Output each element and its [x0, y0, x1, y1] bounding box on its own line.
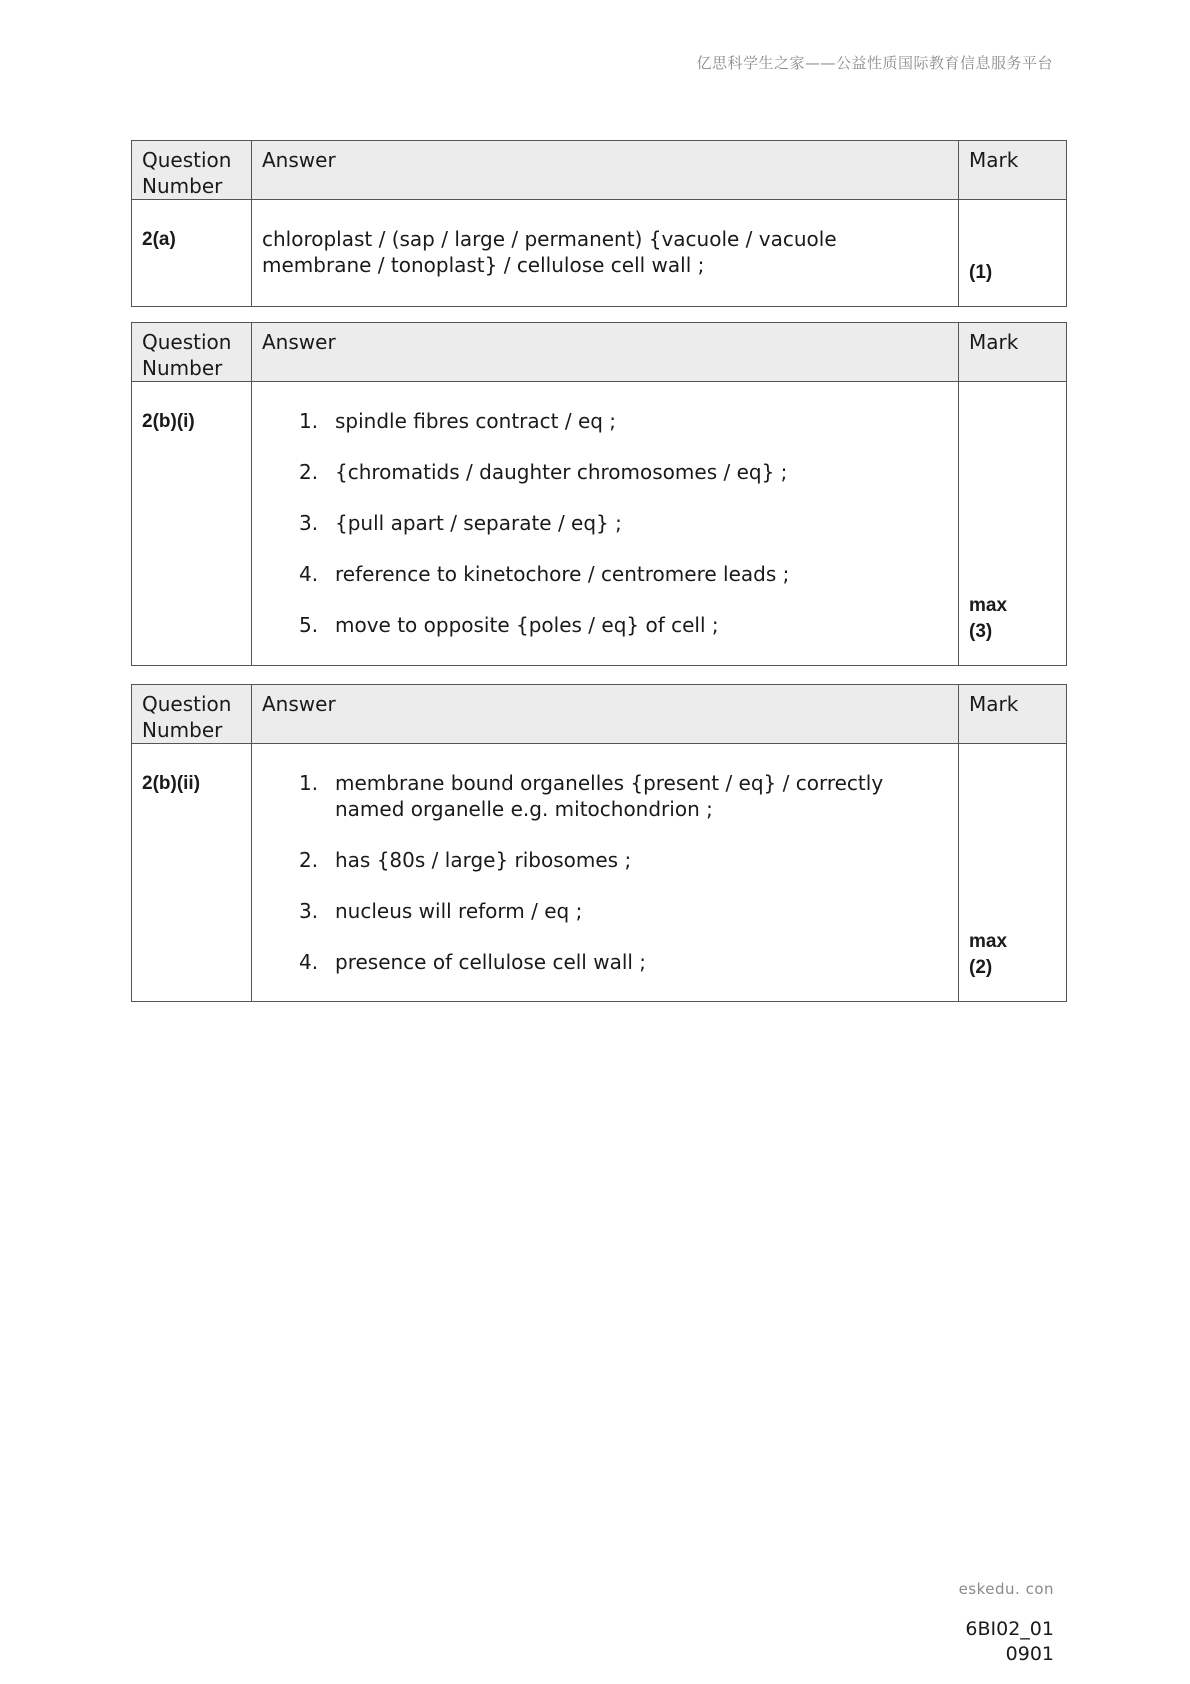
- header-answer: Answer: [252, 141, 959, 200]
- answer-text: chloroplast / (sap / large / permanent) {vacuole / vacuole membrane / tonoplast} / cellulose cell wall ;: [262, 227, 837, 277]
- header-watermark: 亿思科学生之家——公益性质国际教育信息服务平台: [696, 54, 1053, 72]
- mark-cell: [959, 744, 1067, 1002]
- markscheme-table-2bii: [131, 684, 1067, 1002]
- list-item: 5. move to opposite {poles / eq} of cell ;: [299, 613, 719, 637]
- list-item: 1. spindle fibres contract / eq ;: [299, 409, 617, 433]
- header-mark: Mark: [959, 141, 1067, 200]
- list-item: 4. presence of cellulose cell wall ;: [299, 950, 647, 974]
- footer-paper-code: 6BI02_01 0901: [965, 1618, 1054, 1665]
- header-question-number: Question Number: [132, 141, 252, 200]
- question-number-cell: [132, 382, 252, 666]
- list-item: 2. has {80s / large} ribosomes ;: [299, 848, 632, 872]
- list-item: 2. {chromatids / daughter chromosomes / eq} ;: [299, 460, 788, 484]
- list-item: 4. reference to kinetochore / centromere leads ;: [299, 562, 790, 586]
- mark-value: (1): [969, 262, 993, 283]
- answer-cell: [252, 744, 959, 1002]
- list-item: 3. nucleus will reform / eq ;: [299, 899, 583, 923]
- mark-value: max (2): [969, 931, 1008, 978]
- header-mark: Mark: [959, 685, 1067, 744]
- footer-site: eskedu. con: [958, 1580, 1054, 1598]
- header-answer: Answer: [252, 323, 959, 382]
- list-item: 3. {pull apart / separate / eq} ;: [299, 511, 622, 535]
- mark-value: max (3): [969, 595, 1008, 642]
- header-answer: Answer: [252, 685, 959, 744]
- header-question-number: Question Number: [132, 685, 252, 744]
- question-number: 2(b)(i): [142, 411, 195, 432]
- question-number: 2(a): [142, 229, 176, 250]
- mark-cell: [959, 200, 1067, 307]
- table-row: [132, 200, 1067, 307]
- markscheme-table-2a: [131, 140, 1067, 307]
- question-number-cell: [132, 200, 252, 307]
- table-header-row: [132, 323, 1067, 382]
- table-row: [132, 744, 1067, 1002]
- header-mark: Mark: [959, 323, 1067, 382]
- header-question-number: Question Number: [132, 323, 252, 382]
- table-header-row: [132, 685, 1067, 744]
- list-item: 1. membrane bound organelles {present / eq} / correctly named organelle e.g. mitochondrion ;: [299, 771, 884, 821]
- answer-points-list: [262, 744, 948, 995]
- mark-cell: [959, 382, 1067, 666]
- question-number-cell: [132, 744, 252, 1002]
- question-number: 2(b)(ii): [142, 773, 201, 794]
- answer-cell: [252, 200, 959, 307]
- answer-points-list: [262, 382, 948, 658]
- table-header-row: [132, 141, 1067, 200]
- table-row: [132, 382, 1067, 666]
- markscheme-table-2bi: [131, 322, 1067, 666]
- answer-cell: [252, 382, 959, 666]
